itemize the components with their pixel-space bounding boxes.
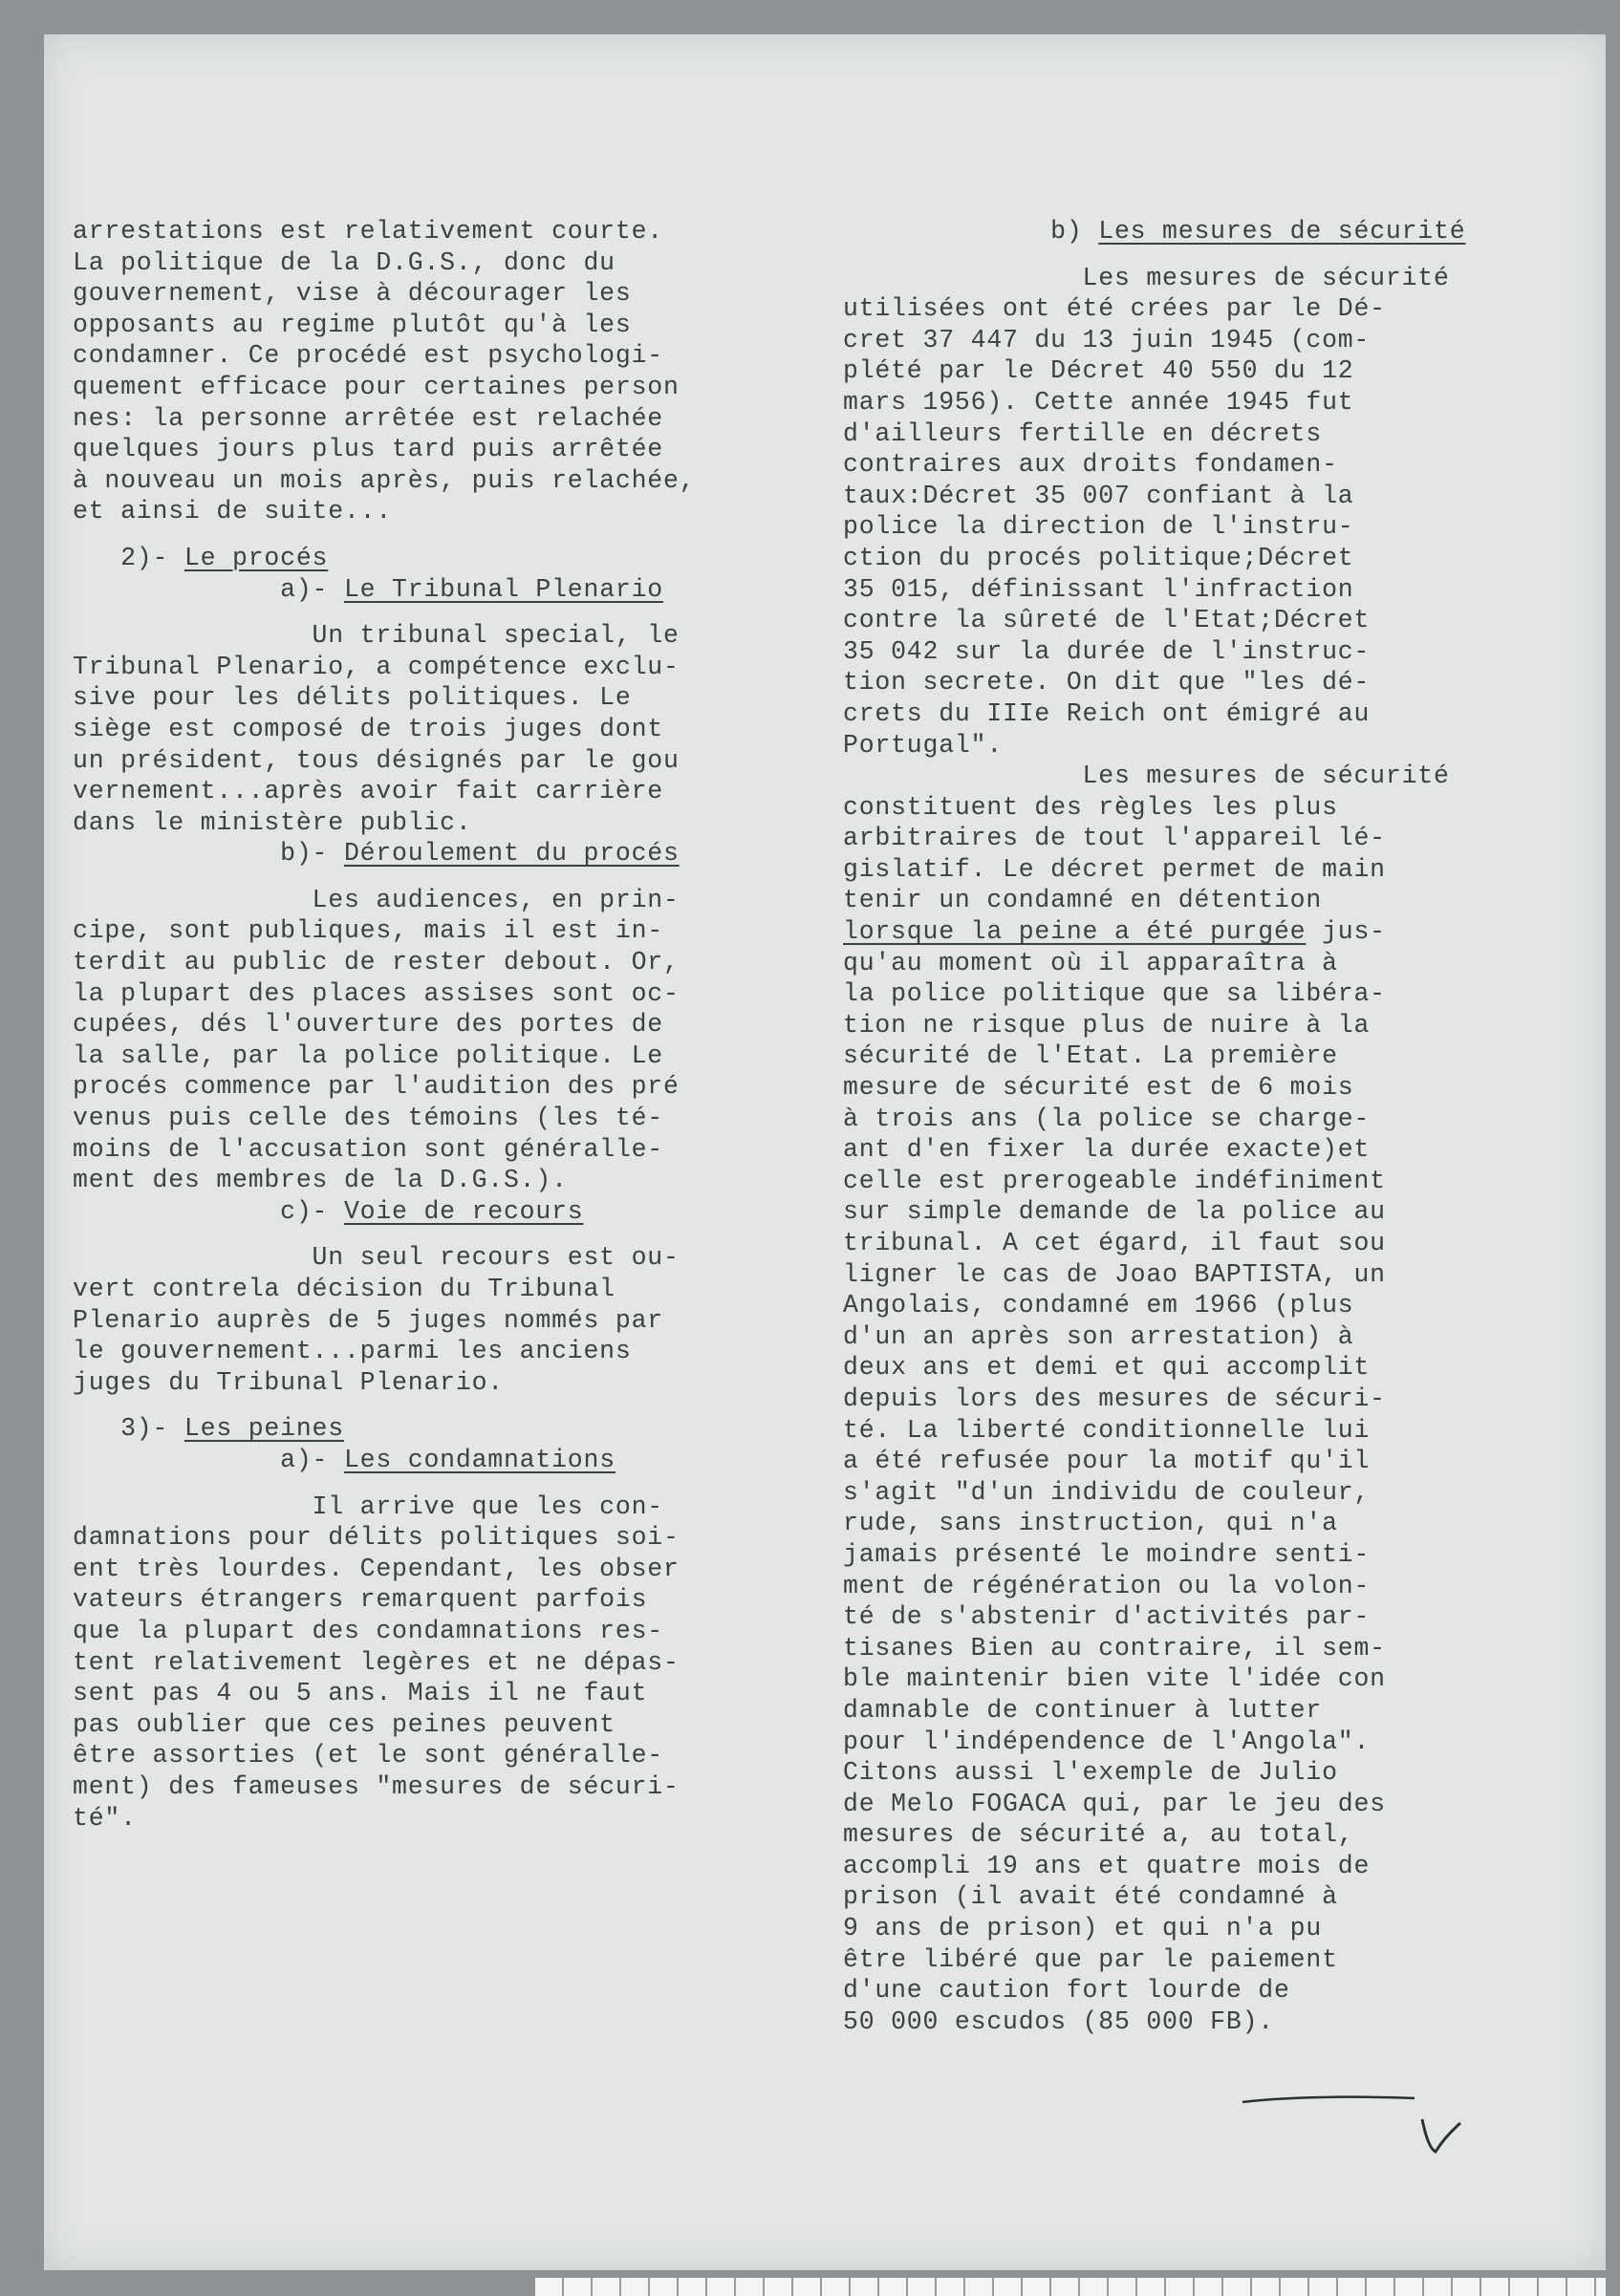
- text-line: [73, 1616, 695, 1647]
- line-text: té".: [73, 1803, 137, 1833]
- text-line: [843, 667, 1465, 698]
- text-line: [73, 574, 695, 606]
- section-heading: Voie de recours: [343, 1196, 584, 1226]
- line-text: jamais présenté le moindre senti-: [843, 1539, 1371, 1569]
- text-line: [843, 216, 1465, 247]
- line-text: b)-: [73, 839, 344, 869]
- line-text: rude, sans instruction, qui n'a: [843, 1509, 1338, 1538]
- line-text: Les mesures de sécurité: [843, 263, 1450, 292]
- line-text: être libéré que par le paiement: [843, 1944, 1338, 1974]
- line-text: celle est prerogeable indéfiniment: [843, 1166, 1386, 1195]
- line-text: a)-: [73, 1445, 344, 1474]
- line-text: 50 000 escudos (85 000 FB).: [843, 2006, 1274, 2036]
- text-line: [843, 1571, 1465, 1602]
- line-text: à nouveau un mois après, puis relachée,: [73, 465, 696, 495]
- line-text: Un seul recours est ou-: [73, 1243, 680, 1273]
- line-text: procés commence par l'audition des pré: [73, 1072, 680, 1102]
- line-text: mesure de sécurité est de 6 mois: [843, 1073, 1354, 1103]
- text-line: [73, 1413, 695, 1445]
- line-text: qu'au moment où il apparaîtra à: [843, 948, 1338, 977]
- line-text: et ainsi de suite...: [73, 497, 393, 526]
- text-line: [73, 1491, 695, 1523]
- text-line: [843, 1104, 1465, 1135]
- line-text: gislatif. Le décret permet de main: [843, 854, 1386, 884]
- text-line: [73, 1803, 695, 1835]
- section-heading: lorsque la peine a été purgée: [843, 917, 1307, 947]
- text-line: [73, 372, 695, 403]
- line-text: d'une caution fort lourde de: [843, 1976, 1290, 2006]
- text-line: [73, 216, 695, 247]
- line-text: mars 1956). Cette année 1945 fut: [843, 387, 1354, 417]
- line-text: Les audiences, en prin-: [73, 885, 680, 914]
- text-line: [73, 1445, 695, 1476]
- line-text: Citons aussi l'exemple de Julio: [843, 1758, 1338, 1788]
- text-line: [843, 1881, 1465, 1913]
- text-line: [73, 1242, 695, 1274]
- line-text: sive pour les délits politiques. Le: [73, 683, 632, 713]
- left-column: [73, 216, 695, 1834]
- line-text: quement efficace pour certaines person: [73, 372, 680, 401]
- text-line: [73, 1041, 695, 1072]
- line-text: la plupart des places assises sont oc-: [73, 978, 680, 1008]
- line-text: ligner le cas de Joao BAPTISTA, un: [843, 1259, 1386, 1289]
- line-text: tion secrete. On dit que "les dé-: [843, 668, 1371, 697]
- text-line: [73, 1398, 695, 1413]
- section-heading: Les peines: [184, 1414, 344, 1444]
- text-line: [843, 1166, 1465, 1197]
- line-text: ction du procés politique;Décret: [843, 543, 1354, 572]
- text-line: [73, 620, 695, 652]
- text-line: [843, 605, 1465, 636]
- line-text: s'agit "d'un individu de couleur,: [843, 1477, 1371, 1507]
- line-text: vateurs étrangers remarquent parfois: [73, 1585, 648, 1615]
- line-text: a)-: [73, 574, 344, 604]
- text-line: [843, 1041, 1465, 1072]
- text-line: [73, 776, 695, 807]
- text-line: [843, 387, 1465, 418]
- line-text: Un tribunal special, le: [73, 621, 680, 651]
- text-line: [73, 1367, 695, 1399]
- text-line: [73, 682, 695, 714]
- line-text: vert contrela décision du Tribunal: [73, 1275, 616, 1303]
- text-line: [843, 418, 1465, 450]
- line-text: pour l'indépendence de l'Angola".: [843, 1727, 1371, 1756]
- line-text: plété par le Décret 40 550 du 12: [843, 356, 1354, 386]
- line-text: tent relativement legères et ne dépas-: [73, 1647, 680, 1677]
- text-line: [843, 1259, 1465, 1291]
- line-text: à trois ans (la police se charge-: [843, 1104, 1371, 1133]
- text-line: [73, 434, 695, 465]
- text-line: [843, 730, 1465, 762]
- text-line: [843, 1913, 1465, 1944]
- text-line: [73, 978, 695, 1010]
- text-line: [843, 636, 1465, 668]
- line-text: Angolais, condamné em 1966 (plus: [843, 1291, 1354, 1320]
- line-text: prison (il avait été condamné à: [843, 1882, 1338, 1912]
- line-text: siège est composé de trois juges dont: [73, 714, 663, 743]
- text-line: [843, 511, 1465, 543]
- text-line: [73, 1165, 695, 1196]
- text-line: [73, 1103, 695, 1134]
- line-text: tribunal. A cet égard, il faut sou: [843, 1229, 1386, 1257]
- text-line: [73, 1227, 695, 1242]
- line-text: ment des membres de la D.G.S.).: [73, 1166, 568, 1195]
- text-line: [843, 1975, 1465, 2006]
- text-line: [843, 761, 1465, 792]
- text-line: [73, 403, 695, 435]
- text-line: [843, 247, 1465, 263]
- text-line: [843, 1757, 1465, 1789]
- line-text: d'ailleurs fertille en décrets: [843, 418, 1323, 448]
- text-line: [73, 1709, 695, 1741]
- line-text: que la plupart des condamnations res-: [73, 1616, 663, 1645]
- line-text: b): [843, 217, 1099, 246]
- text-line: [73, 947, 695, 978]
- line-text: cupées, dés l'ouverture des portes de: [73, 1010, 663, 1040]
- line-text: Il arrive que les con-: [73, 1491, 663, 1521]
- text-line: [73, 838, 695, 869]
- text-line: [73, 340, 695, 372]
- text-line: [843, 792, 1465, 824]
- text-line: [843, 1290, 1465, 1321]
- text-line: [73, 247, 695, 279]
- line-text: 9 ans de prison) et qui n'a pu: [843, 1914, 1323, 1943]
- line-text: un président, tous désignés par le gou: [73, 745, 680, 775]
- line-text: ant d'en fixer la durée exacte)et: [843, 1135, 1371, 1165]
- line-text: police la direction de l'instru-: [843, 512, 1354, 542]
- text-line: [843, 948, 1465, 979]
- text-line: [843, 1633, 1465, 1664]
- text-line: [73, 1305, 695, 1337]
- text-line: [843, 1601, 1465, 1633]
- line-text: pas oublier que ces peines peuvent: [73, 1709, 616, 1739]
- line-text: le gouvernement...parmi les anciens: [73, 1337, 632, 1366]
- line-text: ble maintenir bien vite l'idée con: [843, 1664, 1386, 1694]
- line-text: cret 37 447 du 13 juin 1945 (com-: [843, 325, 1371, 354]
- text-line: [73, 543, 695, 574]
- text-line: [843, 885, 1465, 916]
- text-line: [843, 1819, 1465, 1851]
- text-line: [843, 854, 1465, 886]
- line-text: vernement...après avoir fait carrière: [73, 777, 663, 806]
- line-text: d'un an après son arrestation) à: [843, 1321, 1354, 1351]
- line-text: 35 015, définissant l'infraction: [843, 574, 1354, 604]
- text-line: [73, 652, 695, 683]
- line-text: Portugal".: [843, 730, 1004, 760]
- text-line: [843, 698, 1465, 730]
- line-text: ent très lourdes. Cependant, les obser: [73, 1554, 680, 1583]
- line-text: 3)-: [73, 1414, 184, 1444]
- line-text: sécurité de l'Etat. La première: [843, 1041, 1338, 1071]
- line-text: depuis lors des mesures de sécuri-: [843, 1384, 1386, 1413]
- line-text: condamner. Ce procédé est psychologi-: [73, 341, 663, 371]
- text-line: [843, 325, 1465, 356]
- text-line: [73, 496, 695, 527]
- text-line: [843, 1727, 1465, 1758]
- line-text: dans le ministère public.: [73, 807, 472, 837]
- text-line: [73, 1071, 695, 1103]
- line-text: taux:Décret 35 007 confiant à la: [843, 481, 1354, 510]
- line-text: être assorties (et le sont généralle-: [73, 1741, 663, 1770]
- text-line: [843, 1477, 1465, 1509]
- text-line: [843, 293, 1465, 325]
- text-line: [843, 1789, 1465, 1820]
- line-text: crets du IIIe Reich ont émigré au: [843, 698, 1371, 728]
- line-text: té. La liberté conditionnelle lui: [843, 1415, 1371, 1445]
- text-line: [73, 1196, 695, 1228]
- text-line: [73, 527, 695, 543]
- line-text: tion ne risque plus de nuire à la: [843, 1010, 1371, 1040]
- line-text: venus puis celle des témoins (les té-: [73, 1104, 663, 1133]
- text-line: [73, 1009, 695, 1041]
- line-text: la police politique que sa libéra-: [843, 979, 1386, 1009]
- line-text-after: jus-: [1306, 917, 1386, 947]
- text-line: [73, 807, 695, 839]
- text-line: [843, 1446, 1465, 1477]
- line-text: 35 042 sur la durée de l'instruc-: [843, 636, 1371, 666]
- line-text: moins de l'accusation sont généralle-: [73, 1134, 663, 1164]
- section-heading: Les condamnations: [343, 1445, 616, 1474]
- text-line: [843, 1072, 1465, 1104]
- line-text: quelques jours plus tard puis arrêtée: [73, 435, 663, 464]
- line-text: Tribunal Plenario, a compétence exclu-: [73, 652, 680, 681]
- line-text: arrestations est relativement courte.: [73, 217, 663, 246]
- text-line: [843, 1944, 1465, 1976]
- text-line: [843, 1695, 1465, 1727]
- text-line: [73, 278, 695, 310]
- line-text: Plenario auprès de 5 juges nommés par: [73, 1305, 663, 1335]
- text-line: [73, 605, 695, 620]
- text-line: [73, 885, 695, 916]
- text-line: [843, 1196, 1465, 1228]
- text-line: [843, 1134, 1465, 1166]
- line-text: contraires aux droits fondamen-: [843, 450, 1338, 480]
- text-line: [843, 574, 1465, 606]
- line-text: gouvernement, vise à décourager les: [73, 279, 632, 309]
- text-line: [73, 1647, 695, 1679]
- line-text: opposants au regime plutôt qu'à les: [73, 310, 632, 339]
- document-page: [44, 34, 1606, 2270]
- text-line: [843, 1321, 1465, 1353]
- text-line: [843, 1851, 1465, 1882]
- text-line: [843, 1663, 1465, 1695]
- line-text: sent pas 4 ou 5 ans. Mais il ne faut: [73, 1679, 648, 1708]
- line-text: tenir un condamné en détention: [843, 886, 1323, 915]
- right-column: [843, 216, 1465, 2037]
- text-line: [73, 1134, 695, 1166]
- text-line: [73, 1740, 695, 1771]
- line-text: constituent des règles les plus: [843, 792, 1338, 822]
- text-line: [73, 1771, 695, 1803]
- line-text: cipe, sont publiques, mais il est in-: [73, 916, 663, 946]
- text-line: [73, 310, 695, 341]
- line-text: 2)-: [73, 543, 184, 572]
- text-line: [843, 823, 1465, 854]
- text-line: [73, 745, 695, 777]
- text-line: [843, 1415, 1465, 1447]
- text-line: [843, 1508, 1465, 1539]
- line-text: nes: la personne arrêtée est relachée: [73, 403, 663, 433]
- line-text: ment de régénération ou la volon-: [843, 1571, 1371, 1600]
- line-text: c)-: [73, 1196, 344, 1226]
- text-line: [73, 1274, 695, 1305]
- text-line: [843, 355, 1465, 387]
- line-text: ment) des fameuses "mesures de sécuri-: [73, 1771, 680, 1801]
- line-text: arbitraires de tout l'appareil lé-: [843, 824, 1386, 853]
- text-line: [843, 1010, 1465, 1041]
- line-text: de Melo FOGACA qui, par le jeu des: [843, 1789, 1386, 1818]
- section-heading: Le procés: [184, 543, 329, 572]
- text-line: [73, 1476, 695, 1491]
- scale-ruler: [535, 2278, 1606, 2296]
- signature-mark: [1233, 2081, 1462, 2167]
- line-text: té de s'abstenir d'activités par-: [843, 1602, 1371, 1632]
- line-text: damnations pour délits politiques soi-: [73, 1523, 680, 1553]
- text-line: [843, 481, 1465, 512]
- line-text: damnable de continuer à lutter: [843, 1695, 1323, 1725]
- text-line: [843, 916, 1465, 948]
- text-line: [73, 1554, 695, 1585]
- text-line: [843, 2006, 1465, 2038]
- section-heading: Déroulement du procés: [343, 839, 680, 869]
- line-text: a été refusée pour la motif qu'il: [843, 1447, 1371, 1476]
- line-text: accompli 19 ans et quatre mois de: [843, 1851, 1371, 1880]
- text-line: [73, 869, 695, 885]
- text-line: [843, 449, 1465, 481]
- section-heading: Le Tribunal Plenario: [343, 574, 664, 604]
- text-line: [73, 1678, 695, 1709]
- text-line: [843, 1539, 1465, 1571]
- line-text: la salle, par la police politique. Le: [73, 1041, 663, 1070]
- line-text: Les mesures de sécurité: [843, 762, 1450, 791]
- line-text: tisanes Bien au contraire, il sem-: [843, 1633, 1386, 1663]
- line-text: terdit au public de rester debout. Or,: [73, 948, 680, 977]
- text-line: [843, 1228, 1465, 1259]
- text-line: [73, 1336, 695, 1367]
- line-text: sur simple demande de la police au: [843, 1197, 1386, 1227]
- text-line: [843, 543, 1465, 574]
- text-line: [843, 1384, 1465, 1415]
- text-line: [843, 1352, 1465, 1384]
- line-text: juges du Tribunal Plenario.: [73, 1367, 504, 1397]
- line-text: utilisées ont été crées par le Dé-: [843, 294, 1386, 324]
- text-line: [843, 263, 1465, 294]
- text-line: [843, 978, 1465, 1010]
- text-line: [73, 1522, 695, 1554]
- line-text: La politique de la D.G.S., donc du: [73, 247, 616, 277]
- line-text: contre la sûreté de l'Etat;Décret: [843, 606, 1371, 635]
- line-text: mesures de sécurité a, au total,: [843, 1820, 1354, 1850]
- text-line: [73, 915, 695, 947]
- text-line: [73, 465, 695, 497]
- line-text: deux ans et demi et qui accomplit: [843, 1353, 1371, 1383]
- section-heading: Les mesures de sécurité: [1098, 217, 1466, 246]
- text-line: [73, 714, 695, 745]
- text-line: [73, 1584, 695, 1616]
